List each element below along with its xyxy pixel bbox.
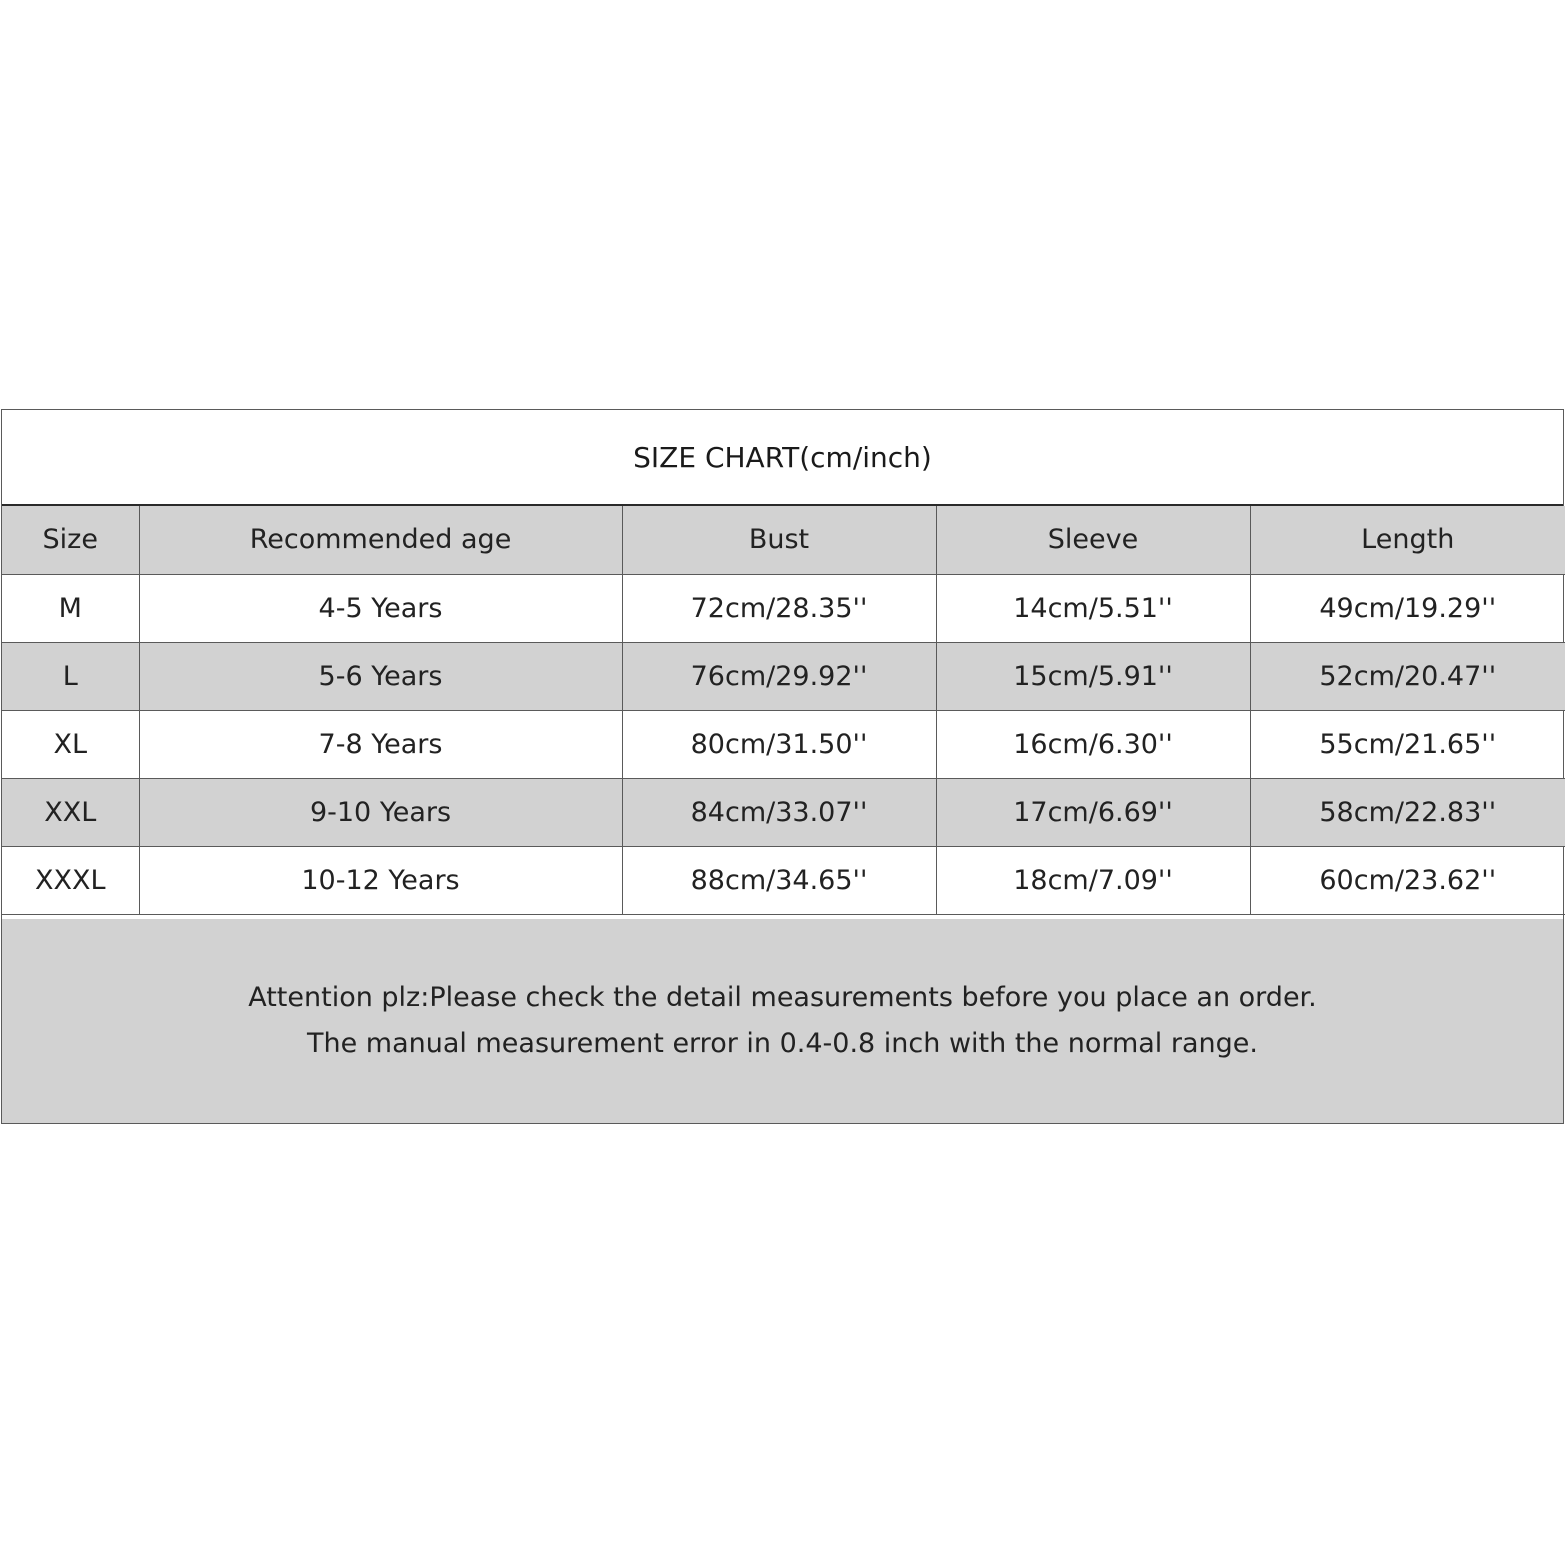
cell-sleeve: 14cm/5.51'' [936, 574, 1250, 642]
cell-sleeve: 17cm/6.69'' [936, 778, 1250, 846]
cell-length: 52cm/20.47'' [1250, 642, 1565, 710]
column-header-recommended-age: Recommended age [139, 506, 622, 574]
cell-sleeve: 16cm/6.30'' [936, 710, 1250, 778]
cell-size: M [2, 574, 139, 642]
cell-sleeve: 15cm/5.91'' [936, 642, 1250, 710]
table-row [2, 642, 1565, 710]
attention-note [2, 919, 1563, 1123]
cell-bust: 76cm/29.92'' [622, 642, 936, 710]
cell-bust: 84cm/33.07'' [622, 778, 936, 846]
column-header-length: Length [1250, 506, 1565, 574]
cell-size: XXL [2, 778, 139, 846]
table-row [2, 710, 1565, 778]
attention-note-line-1: Attention plz:Please check the detail measurements before you place an order. [248, 982, 1317, 1013]
cell-recommended-age: 9-10 Years [139, 778, 622, 846]
cell-sleeve: 18cm/7.09'' [936, 846, 1250, 914]
cell-bust: 80cm/31.50'' [622, 710, 936, 778]
table-row [2, 778, 1565, 846]
cell-length: 60cm/23.62'' [1250, 846, 1565, 914]
cell-size: L [2, 642, 139, 710]
column-header-size: Size [2, 506, 139, 574]
cell-bust: 72cm/28.35'' [622, 574, 936, 642]
cell-length: 55cm/21.65'' [1250, 710, 1565, 778]
cell-length: 58cm/22.83'' [1250, 778, 1565, 846]
size-chart-title: SIZE CHART(cm/inch) [2, 410, 1563, 506]
size-table [2, 506, 1565, 915]
cell-recommended-age: 10-12 Years [139, 846, 622, 914]
table-header-row [2, 506, 1565, 574]
column-header-sleeve: Sleeve [936, 506, 1250, 574]
cell-size: XXXL [2, 846, 139, 914]
cell-recommended-age: 4-5 Years [139, 574, 622, 642]
table-row [2, 574, 1565, 642]
cell-bust: 88cm/34.65'' [622, 846, 936, 914]
table-row [2, 846, 1565, 914]
cell-recommended-age: 5-6 Years [139, 642, 622, 710]
cell-recommended-age: 7-8 Years [139, 710, 622, 778]
column-header-bust: Bust [622, 506, 936, 574]
size-chart [1, 409, 1564, 1124]
cell-length: 49cm/19.29'' [1250, 574, 1565, 642]
attention-note-line-2: The manual measurement error in 0.4-0.8 inch with the normal range. [307, 1028, 1258, 1059]
cell-size: XL [2, 710, 139, 778]
